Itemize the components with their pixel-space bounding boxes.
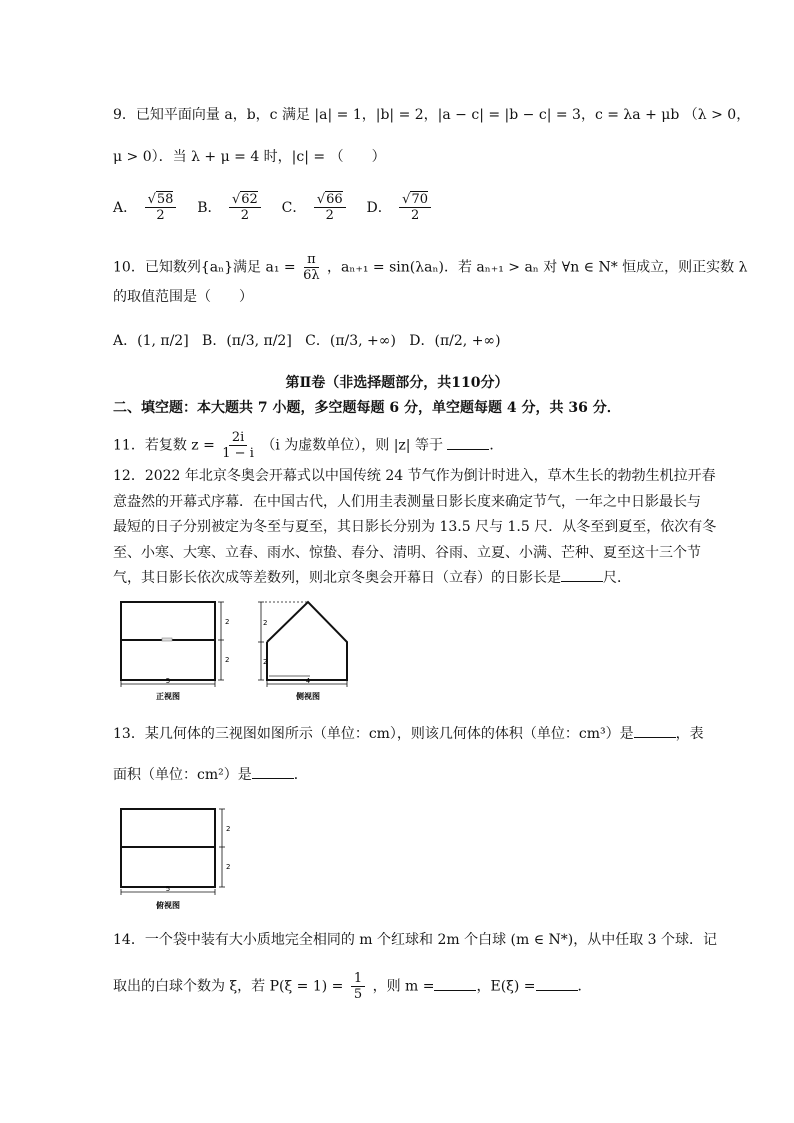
top-width-label: 5 [165,885,171,893]
q12-line5: 气，其日影长依次成等差数列，则北京冬奥会开幕日（立春）的日影长是 尺． [113,567,631,589]
side-view-label: 侧视图 [296,692,320,701]
front-width-label: 5 [165,677,171,685]
q13-line1: 13．某几何体的三视图如图所示（单位：cm），则该几何体的体积（单位：cm³）是 ，表 [113,723,704,745]
q10-option-d[interactable]: D．(π/2, +∞) [409,333,501,349]
q9-option-a[interactable]: A． $\frac{√58}{2}$ [113,200,184,216]
q9-line1: 9．已知平面向量 a，b，c 满足 |a| = 1，|b| = 2，|a − c| = |b − c| = 3，c = λa + μb （λ > 0， [113,107,751,123]
q12-line4: 至、小寒、大寒、立春、雨水、惊蛰、春分、清明、谷雨、立夏、小满、芒种、夏至这十三个节 [113,545,701,561]
q10-line2: 的取值范围是（ ） [113,289,253,305]
q14-m-blank[interactable] [434,976,476,991]
q11-answer-blank[interactable] [447,435,489,450]
q12-line3: 最短的日子分别被定为冬至与夏至，其日影长分别为 13.5 尺与 1.5 尺．从冬至到夏至，依次有冬 [113,519,717,535]
side-h2-label: 2 [263,658,268,666]
front-view-label: 正视图 [156,692,180,701]
q14-line2: 取出的白球个数为 ξ，若 P(ξ = 1) = $\frac{1}{5}$ ，则 m = ，E(ξ) = ． [113,971,592,1002]
q9-options [113,192,434,223]
q12-line2: 意盎然的开幕式序幕．在中国古代，人们用圭表测量日影长度来确定节气，一年之中日影最长与 [113,494,701,510]
section-title: 第Ⅱ卷（非选择题部分，共110分） [285,375,509,391]
front-side-views [112,598,362,706]
q9-option-b[interactable]: B． $\frac{√62}{2}$ [197,200,268,216]
top-view [112,803,242,913]
q12-answer-blank[interactable] [561,567,603,582]
top-h1-label: 2 [226,825,231,833]
q9-line2: μ > 0）．当 λ + μ = 4 时，|c| = （ ） [113,149,386,165]
top-view-label: 俯视图 [156,901,180,910]
q10-line1: 10．已知数列{aₙ}满足 a₁ = $\frac{\pi}{6\lambda}$ ，aₙ₊₁ = sin(λaₙ)．若 aₙ₊₁ > aₙ 对 ∀n ∈ N* 恒成立，则正实数 λ [113,252,748,283]
q13-volume-blank[interactable] [634,723,676,738]
side-h1-label: 2 [263,619,268,627]
section-heading: 二、填空题：本大题共 7 小题，多空题每题 6 分，单空题每题 4 分，共 36 分． [113,400,621,416]
q13-area-blank[interactable] [252,764,294,779]
q10-options [113,330,501,352]
q9-option-d[interactable]: D． $\frac{√70}{2}$ [366,200,434,216]
q9-option-c[interactable]: C． $\frac{√66}{2}$ [282,200,353,216]
q10-option-b[interactable]: B．(π/3, π/2] [202,333,292,349]
front-h1-label: 2 [225,618,230,626]
q11: 11．若复数 z = $\frac{2i}{1 - i}$ （i 为虚数单位），则 |z| 等于 ． [113,430,504,461]
side-view-shape [267,602,347,680]
q10-option-a[interactable]: A．(1, π/2] [113,333,189,349]
top-h2-label: 2 [226,863,231,871]
side-width-label: 4 [305,677,311,685]
q14-line1: 14．一个袋中装有大小质地完全相同的 m 个红球和 2m 个白球 (m ∈ N*)，从中任取 3 个球．记 [113,932,718,948]
q14-expectation-blank[interactable] [536,976,578,991]
q10-option-c[interactable]: C．(π/3, +∞) [305,333,396,349]
q12-line1: 12．2022 年北京冬奥会开幕式以中国传统 24 节气作为倒计时进入，草木生长的勃勃生机拉开春 [113,468,716,484]
front-h2-label: 2 [225,656,230,664]
q13-line2: 面积（单位：cm²）是 ． [113,764,308,786]
